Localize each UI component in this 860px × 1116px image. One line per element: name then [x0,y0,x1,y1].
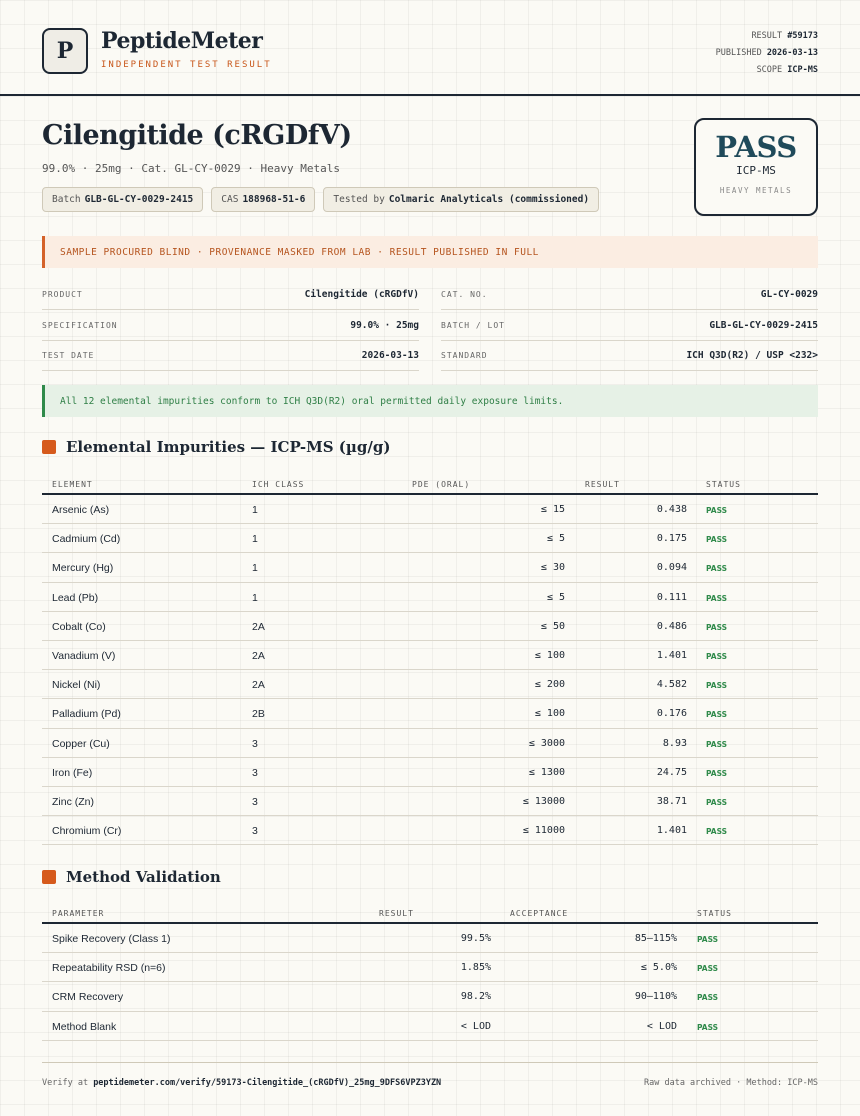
element-name: Iron (Fe) [52,766,93,779]
ich-class: 2B [252,708,265,721]
result-value: 4.582 [656,679,687,691]
status-badge: PASS [706,739,728,749]
validation-table-body [42,924,818,1041]
element-name: Nickel (Ni) [52,679,101,692]
table-row [42,553,818,582]
ich-class: 2A [252,679,265,692]
footer-note: Raw data archived · Method: ICP-MS [644,1078,818,1088]
scope-line: SCOPE ICP-MS [756,65,818,75]
result-id: #59173 [787,31,818,41]
table-row [42,612,818,641]
element-name: Cadmium (Cd) [52,533,121,546]
verify-line: Verify at peptidemeter.com/verify/59173-Cilengitide_(cRGDfV)_25mg_9DFS6VPZ3YZN [42,1078,442,1088]
pde-limit: ≤ 100 [534,708,565,720]
parameter-name: Repeatability RSD (n=6) [52,962,166,975]
element-name: Cobalt (Co) [52,620,106,633]
table-row [42,787,818,816]
table-row [42,699,818,728]
verify-link[interactable]: peptidemeter.com/verify/59173-Cilengitide_(cRGDfV)_25mg_9DFS6VPZ3YZN [93,1078,442,1088]
pde-limit: ≤ 15 [540,504,565,515]
table-row [42,816,818,845]
table-row [42,524,818,553]
acceptance-range: 85–115% [634,933,677,944]
col-val-result: RESULT [379,909,414,918]
col-element: ELEMENT [52,480,93,489]
impurities-table-header [42,472,818,495]
conformance-banner: All 12 elemental impurities conform to ICH Q3D(R2) oral permitted daily exposure limits. [42,385,818,417]
status-badge: PASS [706,564,728,574]
brand-name: PeptideMeter [101,28,263,54]
pde-limit: ≤ 3000 [528,737,565,749]
element-name: Palladium (Pd) [52,708,121,721]
element-name: Chromium (Cr) [52,825,122,838]
parameter-name: Spike Recovery (Class 1) [52,933,171,945]
table-row [42,495,818,524]
acceptance-range: 90–110% [634,991,677,1003]
ich-class: 3 [252,825,258,838]
result-value: 0.176 [656,708,687,720]
result-value: 0.438 [656,504,687,515]
validation-title: Method Validation [66,868,221,886]
result-value: 0.111 [656,591,687,603]
pde-limit: ≤ 5 [546,533,565,545]
pde-limit: ≤ 5 [546,591,565,603]
info-test-date: TEST DATE 2026-03-13 [42,341,419,371]
ich-class: 1 [252,591,258,604]
report-header [0,0,860,96]
product-subtitle: 99.0% · 25mg · Cat. GL-CY-0029 · Heavy Metals [42,162,341,175]
verdict-scope: HEAVY METALS [719,186,793,195]
cas-chip: CAS 188968-51-6 [211,187,315,212]
section-marker-icon [42,870,56,884]
impurities-title: Elemental Impurities — ICP-MS (µg/g) [66,438,391,456]
status-badge: PASS [706,768,728,778]
table-row [42,982,818,1011]
pde-limit: ≤ 11000 [522,825,565,837]
status-badge: PASS [697,1022,719,1032]
status-badge: PASS [706,827,728,837]
col-result: RESULT [585,480,620,489]
validation-table [42,901,818,1041]
element-name: Lead (Pb) [52,591,99,604]
table-row [42,1012,818,1041]
status-badge: PASS [706,710,728,720]
procurement-banner: SAMPLE PROCURED BLIND · PROVENANCE MASKED FROM LAB · RESULT PUBLISHED IN FULL [42,236,818,268]
col-val-status: STATUS [697,909,732,918]
pde-limit: ≤ 30 [540,562,565,574]
result-value: 0.094 [656,562,687,574]
product-chips [42,187,599,212]
validation-heading [42,868,221,886]
col-parameter: PARAMETER [52,909,105,918]
tested-by-chip: Tested by Colmaric Analyticals (commissioned) [323,187,599,212]
status-badge: PASS [706,506,728,515]
table-row [42,583,818,612]
impurities-table [42,472,818,845]
status-badge: PASS [706,797,728,807]
ich-class: 3 [252,795,258,808]
parameter-result: 99.5% [460,933,491,944]
element-name: Arsenic (As) [52,504,110,516]
product-title: Cilengitide (cRGDfV) [42,120,352,151]
batch-chip: Batch GLB-GL-CY-0029-2415 [42,187,203,212]
parameter-result: < LOD [460,1020,491,1032]
result-value: 24.75 [656,766,687,778]
status-badge: PASS [697,964,719,974]
info-product: PRODUCT Cilengitide (cRGDfV) [42,280,419,310]
impurities-table-body [42,495,818,845]
info-standard: STANDARD ICH Q3D(R2) / USP <232> [441,341,818,371]
ich-class: 1 [252,533,258,546]
status-badge: PASS [706,622,728,632]
element-name: Zinc (Zn) [52,795,94,808]
published-date: 2026-03-13 [766,48,818,58]
impurities-heading [42,438,390,456]
pde-limit: ≤ 13000 [522,795,565,807]
table-row [42,670,818,699]
result-value: 8.93 [662,737,687,749]
pde-limit: ≤ 200 [534,679,565,691]
result-value: 1.401 [656,649,687,661]
ich-class: 2A [252,620,265,633]
info-specification: SPECIFICATION 99.0% · 25mg [42,311,419,341]
status-badge: PASS [706,593,728,603]
report-footer [42,1062,818,1088]
table-row [42,924,818,953]
table-row [42,729,818,758]
ich-class: 1 [252,504,258,516]
info-cat-no: CAT. NO. GL-CY-0029 [441,280,818,310]
table-row [42,641,818,670]
pde-limit: ≤ 50 [540,620,565,632]
element-name: Copper (Cu) [52,737,110,750]
section-marker-icon [42,440,56,454]
report-meta [716,28,818,79]
ich-class: 1 [252,562,258,575]
parameter-result: 1.85% [460,962,491,974]
brand-tagline: INDEPENDENT TEST RESULT [101,60,272,70]
parameter-result: 98.2% [460,991,491,1003]
table-row [42,758,818,787]
info-batch-lot: BATCH / LOT GLB-GL-CY-0029-2415 [441,311,818,341]
element-name: Vanadium (V) [52,649,116,662]
pde-limit: ≤ 100 [534,649,565,661]
validation-table-header [42,901,818,924]
verdict-word: PASS [715,130,797,164]
col-pde: PDE (ORAL) [412,480,471,489]
status-badge: PASS [706,651,728,661]
ich-class: 2A [252,649,265,662]
result-id-line: RESULT #59173 [751,31,818,41]
acceptance-range: < LOD [646,1020,677,1032]
col-ich-class: ICH CLASS [252,480,305,489]
result-value: 38.71 [656,795,687,807]
ich-class: 3 [252,737,258,750]
status-badge: PASS [697,993,719,1003]
acceptance-range: ≤ 5.0% [640,962,677,974]
col-status: STATUS [706,480,741,489]
status-badge: PASS [706,681,728,691]
parameter-name: Method Blank [52,1020,117,1033]
element-name: Mercury (Hg) [52,562,114,575]
result-value: 0.486 [656,620,687,632]
published-line: PUBLISHED 2026-03-13 [715,48,818,58]
verdict-method: ICP-MS [736,164,776,177]
ich-class: 3 [252,766,258,779]
verdict-card [694,118,818,216]
status-badge: PASS [706,535,728,545]
brand-logo: P [42,28,88,74]
pde-limit: ≤ 1300 [528,766,565,778]
result-value: 0.175 [656,533,687,545]
result-value: 1.401 [656,825,687,837]
table-row [42,953,818,982]
scope-value: ICP-MS [787,65,818,75]
col-acceptance: ACCEPTANCE [510,909,569,918]
parameter-name: CRM Recovery [52,991,124,1004]
status-badge: PASS [697,935,719,944]
